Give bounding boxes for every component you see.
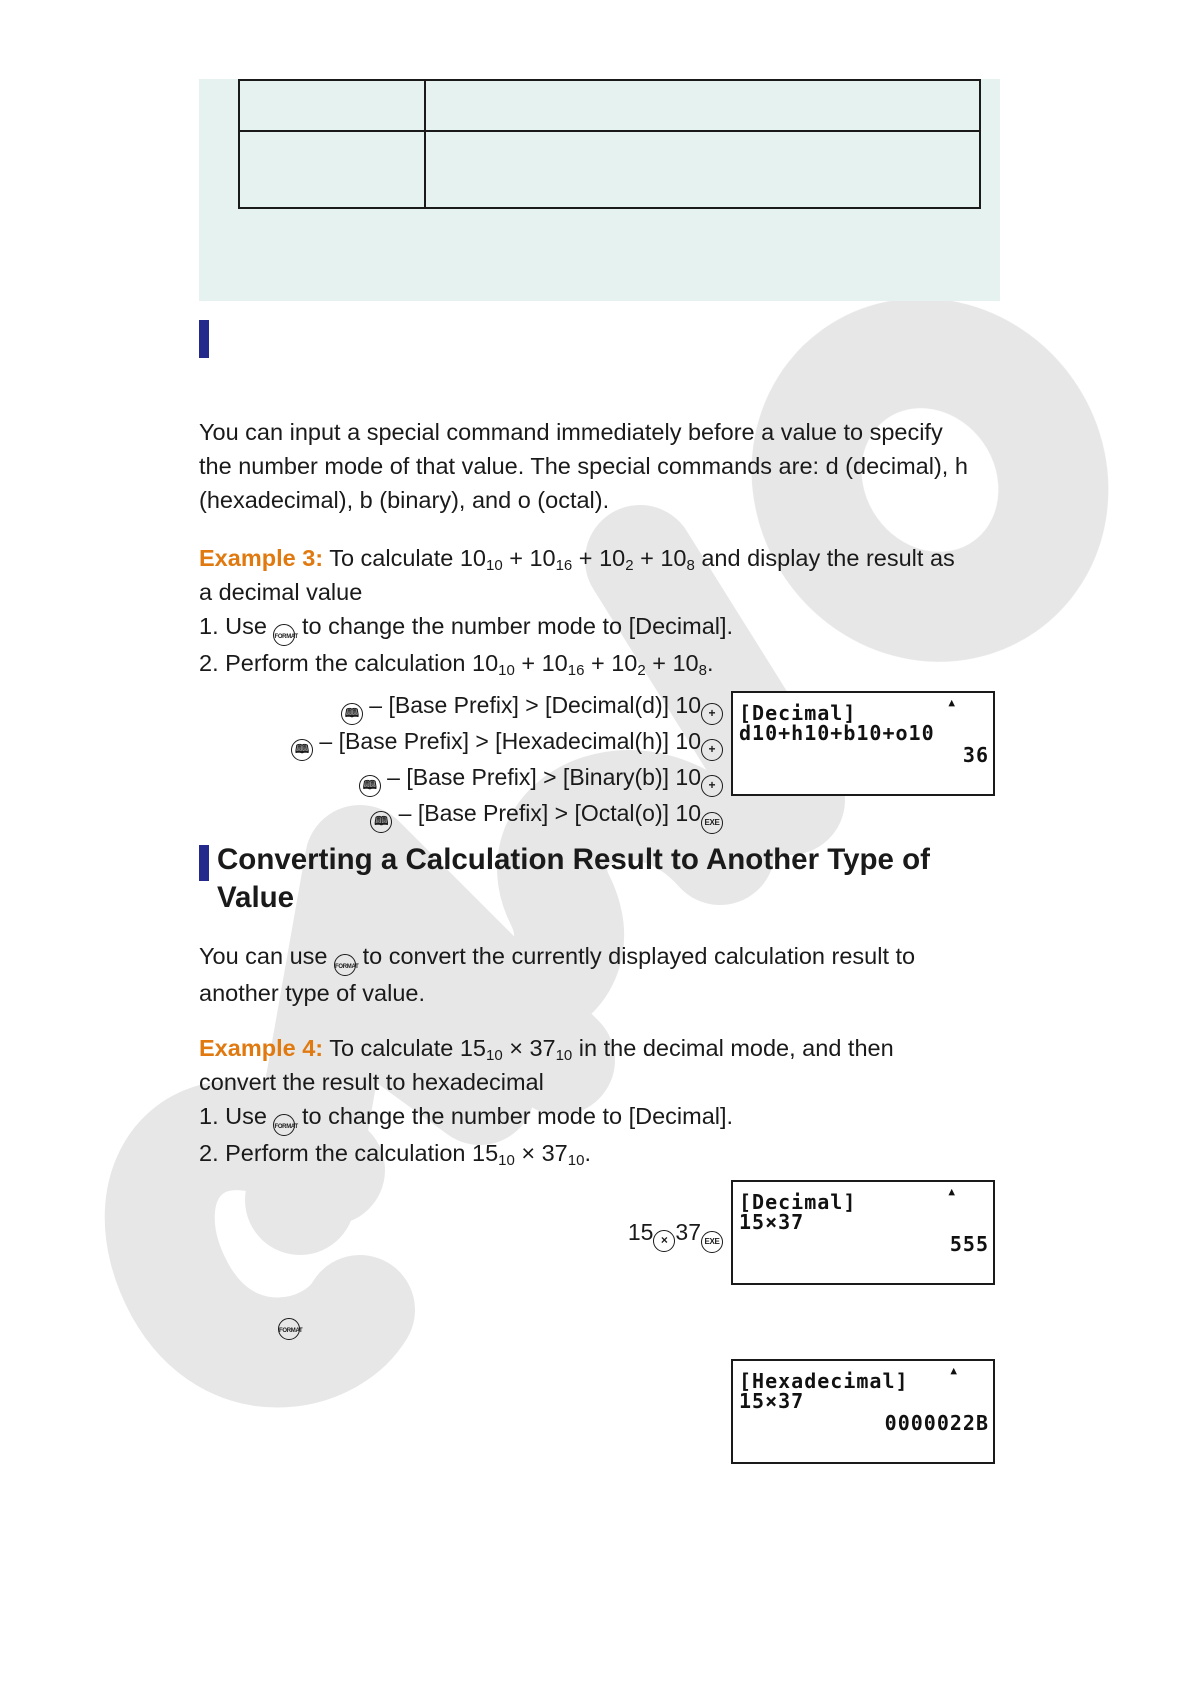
example3-desc-line2: a decimal value [199,579,363,605]
section1-intro: You can input a special command immediately before a value to specify the number mode of that value. The special commands are: d (decimal), h (hexadecimal), b (binary), and o (octal). [199,419,968,513]
plus-key-icon: + [701,739,723,761]
section2-heading-bar [199,845,209,881]
example4-keys: 15 × 37 EXE [628,1216,723,1253]
example4-label: Example 4: [199,1035,324,1061]
exe-key-icon: EXE [701,1231,723,1253]
calculator-screen-3: ▲ [Hexadecimal] 15×37 0000022B [731,1359,995,1464]
key-line-octal: 🕮 – [Base Prefix] > [Octal(o)] 10 EXE [291,797,723,834]
example3-desc: To calculate $10_{10} + 10_{16} + 10_2 + 10_8$ and display the result as [329,545,955,574]
catalog-key-icon: 🕮 [359,775,381,797]
example3-label: Example 3: [199,545,324,571]
format-key-icon: FORMAT [278,1318,300,1340]
section-heading-bar [199,320,209,358]
key-line-hex: 🕮 – [Base Prefix] > [Hexadecimal(h)] 10 + [291,725,723,761]
catalog-key-icon: 🕮 [341,703,363,725]
catalog-key-icon: 🕮 [291,739,313,761]
plus-key-icon: + [701,703,723,725]
example3-block: Example 3: To calculate $10_{10} + 10_{16} + 10_2 + 10_8$ and display the result as a decimal value 1. Use FORMAT to change the number mode to [Decimal]. 2. Perform the calculation $10_{10} + 10_{16} + 10_2 + 10_8$. [199,541,1019,680]
exe-key-icon: EXE [701,812,723,834]
example3-keys [291,689,723,834]
calculator-screen-2: ▲ [Decimal] 15×37 555 [731,1180,995,1285]
note-table [238,79,981,209]
example4-block: Example 4: To calculate $15_{10} \times 37_{10}$ in the decimal mode, and then convert the result to hexadecimal 1. Use FORMAT to change the number mode to [Decimal]. 2. Perform the calculation $15_{10} \times 37_{10}$. [199,1035,894,1169]
up-arrow-icon: ▲ [948,1185,955,1198]
key-line-binary: 🕮 – [Base Prefix] > [Binary(b)] 10 + [291,761,723,797]
format-key-icon: FORMAT [273,1114,295,1136]
times-key-icon: × [653,1230,675,1252]
example4-desc: To calculate $15_{10} \times 37_{10}$ in the decimal mode, and then [329,1035,894,1064]
key-line-decimal: 🕮 – [Base Prefix] > [Decimal(d)] 10 + [291,689,723,725]
format-key-icon: FORMAT [273,624,295,646]
up-arrow-icon: ▲ [948,696,955,709]
section2-intro: You can use FORMAT to convert the currently displayed calculation result to another type of value. [199,943,916,1006]
calculator-screen-1: ▲ [Decimal] d10+h10+b10+o10 36 [731,691,995,796]
format-key-icon: FORMAT [334,954,356,976]
format-key-step [278,1315,303,1340]
note-box [199,79,1000,301]
catalog-key-icon: 🕮 [370,811,392,833]
plus-key-icon: + [701,775,723,797]
section2-title: Converting a Calculation Result to Another Type of Value [217,843,930,914]
up-arrow-icon: ▲ [950,1364,957,1377]
